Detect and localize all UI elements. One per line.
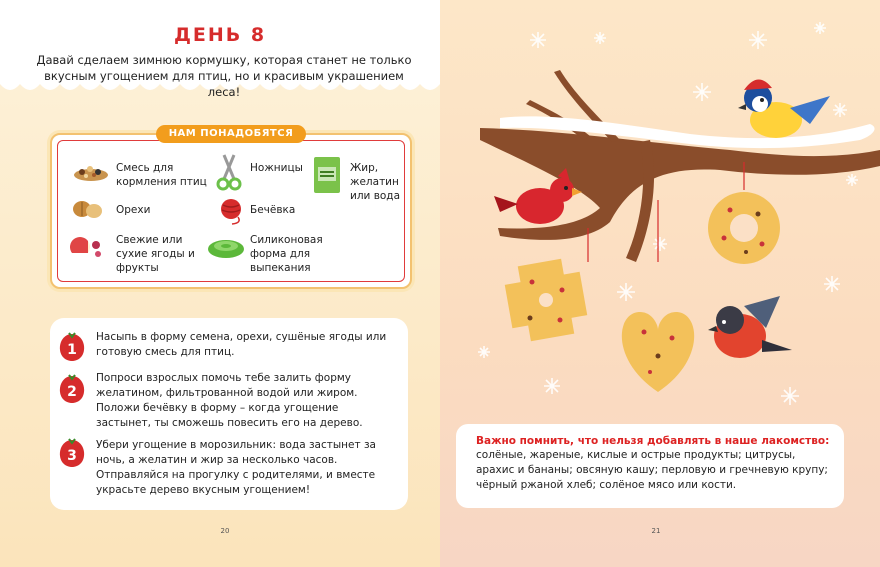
step-number: 2 [67,384,77,400]
warning-note-heading: Важно помнить, что нельзя добавлять в наше лакомство: [476,435,830,447]
page-number: 20 [220,527,230,535]
bird-seed-icon [72,159,110,183]
nuts-icon [70,197,104,221]
step-number-badge-icon [58,374,86,404]
warning-note-text: солёные, жареные, кислые и острые продукты; цитрусы, арахис и бананы; овсяную кашу; перловую и гречневую крупу; чёрный ржаной хлеб; солёное мясо или кости. [476,449,828,491]
materials-box [50,128,412,289]
gelatin-pack-icon [312,155,342,195]
bullfinch-bird [708,296,792,358]
step-text: Убери угощение в морозильник: вода застынет за ночь, а желатин и жир за несколько часов. Отправляйся на прогулку с родителями, и вместе украсьте дерево вкусным угощением! [96,439,376,496]
intro-text: Давай сделаем зимнюю кормушку, которая станет не только вкусным угощением для птиц, но и красивым украшением леса! [36,53,412,99]
page-title: ДЕНЬ 8 [173,24,267,46]
step-text: Насыпь в форму семена, орехи, сушёные ягоды или готовую смесь для птиц. [96,331,387,358]
material-label: Орехи [116,204,151,216]
step-text: Попроси взрослых помочь тебе залить форму желатином, фильтрованной водой или жиром. Положи бечёвку в форму – когда угощение застынет, ты сможешь повесить его на дерево. [96,372,363,429]
material-label: Свежие или сухие ягоды и фрукты [116,234,195,274]
material-label: Бечёвка [250,204,296,216]
materials-heading: НАМ ПОНАДОБЯТСЯ [156,125,306,143]
page-number: 21 [651,527,661,535]
warning-note [456,424,844,508]
instructions-box [50,318,408,510]
heart-feeder [622,312,694,392]
material-label: Смесь для кормления птиц [116,162,207,188]
step-number: 1 [67,342,77,358]
scissors-icon [216,153,242,193]
step-number-badge-icon [58,332,86,362]
tree-branch [480,70,880,262]
step-number: 3 [67,448,77,464]
tit-bird [738,79,830,138]
material-label: Ножницы [250,162,303,174]
berries-icon [68,233,106,261]
twine-spool-icon [218,195,244,225]
silicone-mold-icon [206,235,246,261]
donut-feeder [708,192,780,264]
cross-feeder [502,256,590,344]
material-label: Жир, желатин или вода [350,162,401,202]
step-number-badge-icon [58,438,86,468]
material-label: Силиконовая форма для выпекания [250,234,323,274]
